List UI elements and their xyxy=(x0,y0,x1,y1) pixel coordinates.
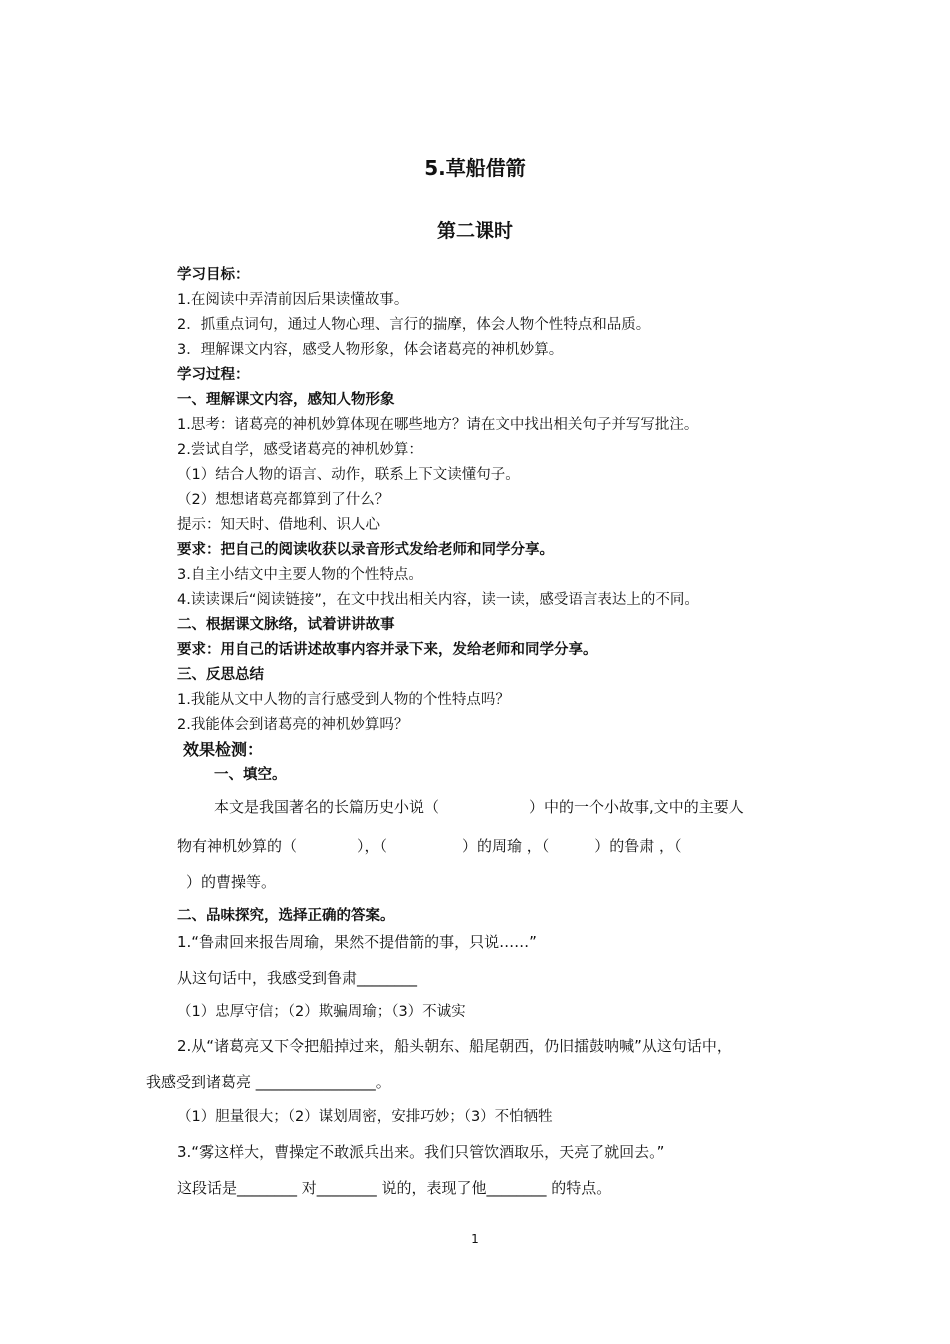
hint: 提示：知天时、借地利、识人心 xyxy=(177,517,380,533)
choose-heading: 二、品味探究，选择正确的答案。 xyxy=(177,908,395,924)
section-heading: 二、根据课文脉络，试着讲讲故事 xyxy=(177,617,395,633)
question-text: 我感受到诸葛亮 ________________。 xyxy=(146,1073,391,1091)
page-subtitle: 第二课时 xyxy=(436,220,513,242)
requirement: 要求：把自己的阅读收获以录音形式发给老师和同学分享。 xyxy=(177,542,554,558)
fill-line: 本文是我国著名的长篇历史小说（ ）中的一个小故事,文中的主要人 xyxy=(214,798,744,816)
question-text: 这段话是________ 对________ 说的，表现了他________ 的特点。 xyxy=(177,1179,612,1197)
requirement: 要求：用自己的话讲述故事内容并录下来，发给老师和同学分享。 xyxy=(177,642,598,658)
section-heading: 一、理解课文内容，感知人物形象 xyxy=(177,392,395,408)
question: 3.自主小结文中主要人物的个性特点。 xyxy=(177,567,423,583)
options: （1）胆量很大；（2）谋划周密，安排巧妙；（3）不怕牺牲 xyxy=(177,1109,553,1125)
process-heading: 学习过程： xyxy=(177,367,250,383)
sub-question: （1）结合人物的语言、动作，联系上下文读懂句子。 xyxy=(177,467,520,483)
fill-heading: 一、填空。 xyxy=(214,767,287,783)
question: 4.读读课后“阅读链接”，在文中找出相关内容，读一读，感受语言表达上的不同。 xyxy=(177,592,699,608)
goal-item: 2．抓重点词句，通过人物心理、言行的揣摩，体会人物个性特点和品质。 xyxy=(177,317,651,333)
question: 2.我能体会到诸葛亮的神机妙算吗？ xyxy=(177,717,409,733)
goals-heading: 学习目标： xyxy=(177,267,250,283)
question: 1.“鲁肃回来报告周瑜，果然不提借箭的事，只说……” xyxy=(177,933,537,951)
page-number: 1 xyxy=(471,1232,479,1246)
page-title: 5.草船借箭 xyxy=(424,156,526,180)
question: 2.从“诸葛亮又下令把船掉过来，船头朝东、船尾朝西，仍旧擂鼓呐喊”从这句话中， xyxy=(177,1037,732,1055)
question: 3.“雾这样大，曹操定不敢派兵出来。我们只管饮酒取乐，天亮了就回去。” xyxy=(177,1143,665,1161)
options: （1）忠厚守信；（2）欺骗周瑜；（3）不诚实 xyxy=(177,1004,466,1020)
question: 1.思考：诸葛亮的神机妙算体现在哪些地方？请在文中找出相关句子并写写批注。 xyxy=(177,417,699,433)
section-heading: 三、反思总结 xyxy=(177,667,264,683)
fill-line: ）的曹操等。 xyxy=(186,873,277,891)
goal-item: 1.在阅读中弄清前因后果读懂故事。 xyxy=(177,292,409,308)
sub-question: （2）想想诸葛亮都算到了什么？ xyxy=(177,492,390,508)
goal-item: 3．理解课文内容，感受人物形象，体会诸葛亮的神机妙算。 xyxy=(177,342,564,358)
test-heading: 效果检测： xyxy=(183,740,264,759)
question: 1.我能从文中人物的言行感受到人物的个性特点吗？ xyxy=(177,692,510,708)
question-text: 从这句话中，我感受到鲁肃________ xyxy=(177,969,418,987)
question: 2.尝试自学，感受诸葛亮的神机妙算： xyxy=(177,442,423,458)
fill-line: 物有神机妙算的（ ），（ ）的周瑜 ，（ ）的鲁肃 ，（ xyxy=(177,837,682,855)
